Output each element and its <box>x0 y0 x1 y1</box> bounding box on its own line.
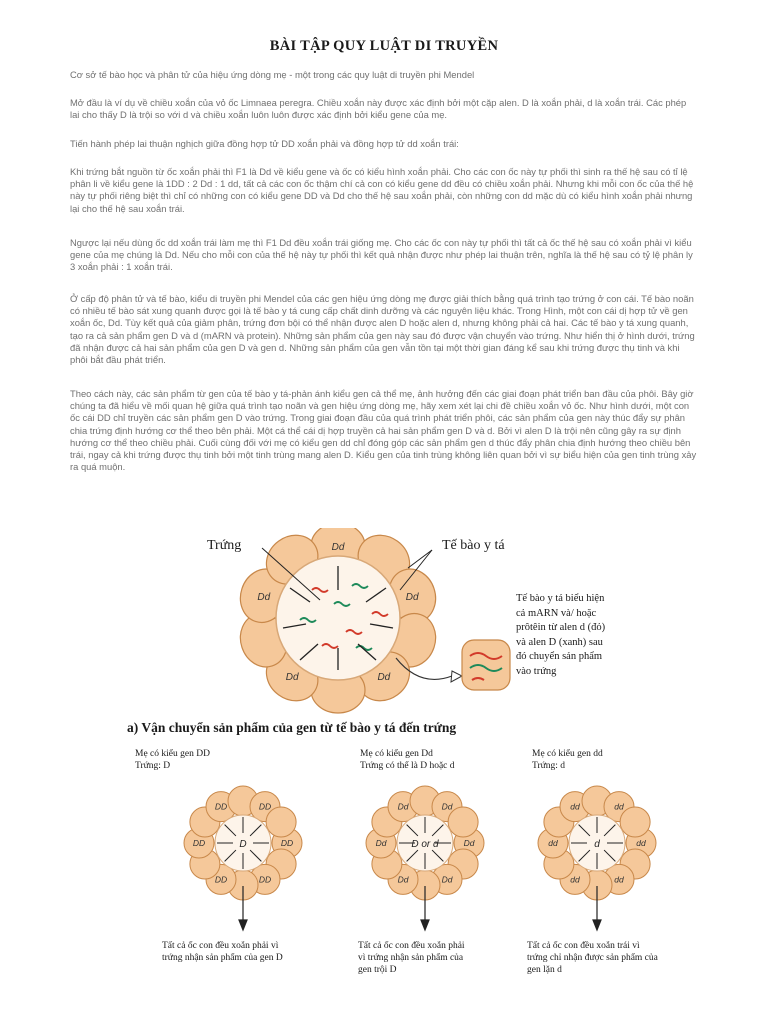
genotype-panels <box>184 786 656 900</box>
nurse-genotype-label: Dd <box>405 591 419 603</box>
egg-allele-label: D or d <box>411 839 439 850</box>
label-nurse-cell: Tế bào y tá <box>442 538 505 553</box>
egg-allele-label: D <box>239 839 247 850</box>
small-genotype-label: dd <box>548 838 558 848</box>
small-genotype-label: Dd <box>397 874 409 885</box>
small-genotype-label: dd <box>570 874 580 885</box>
nurse-genotype-label: Dd <box>331 542 345 553</box>
paragraph-right-coil-cross: Khi trứng bắt nguồn từ ốc xoắn phải thì F1 là Dd về kiểu gene và ốc có kiểu hình xoắn phải. Cho các con ốc này tự phối thì sinh ra thế hệ sau có tỉ lệ phân li về kiểu gene là 1DD : 2 Dd : 1 dd, tất cả các con ốc thậm chí cả con có kiểu gene dd đều có chiều xoắn phải. Nhưng khi mỗi con ốc của thế hệ này tự phối riêng biệt thì chỉ có những con có kiểu gene DD và Dd cho thế hệ sau xoắn phải, còn những con dd mặc dù có kiểu hình xoắn phải nhưng lại cho thế hệ sau xoắn trái. <box>70 166 694 214</box>
page-title: BÀI TẬP QUY LUẬT DI TRUYỀN <box>269 38 499 54</box>
paragraph-molecular-basis: Ở cấp độ phân tử và tế bào, kiểu di truyền phi Mendel của các gen hiệu ứng dòng mẹ được giải thích bằng quá trình tạo trứng ở con cái. Tế bào noãn có nhiều tế bào sát xung quanh được gọi là tế bào y tá cung cấp chất dinh dưỡng và các nguyên liệu khác. Trong Hình, một con cái dị hợp tử về gen xoắn ốc, Dd. Tùy kết quả của giảm phân, trứng đơn bội có thể nhận được alen D hoặc alen d, nhưng không phải cả hai. Các tế bào y tá xung quanh, tạo ra cả sản phẩm gen D và d (mARN và protein). Những sản phẩm của gen này sau đó được vận chuyển vào trứng. Như hiển thị ở hình dưới, trứng đã nhận được cả hai sản phẩm của gen D và gen d. Những sản phẩm của gen vẫn tồn tại một thời gian đáng kể sau khi trứng được thụ tinh và khi phôi bắt đầu phát triển. <box>70 293 695 366</box>
paragraph-intro: Cơ sở tế bào học và phân tử của hiệu ứng dòng mẹ - một trong các quy luật di truyền phi Mendel <box>70 69 475 80</box>
small-nurse-cell <box>448 807 478 837</box>
small-genotype-label: DD <box>280 838 294 848</box>
paragraph-reciprocal-cross: Tiến hành phép lai thuận nghịch giữa đồng hợp tử DD xoắn phải và đồng hợp tử dd xoắn trái: <box>70 138 459 149</box>
small-genotype-label: DD <box>214 801 228 812</box>
panel-dd-het-header: Mẹ có kiểu gen Dd Trứng có thể là D hoặc d <box>360 749 455 771</box>
panel-dd-het-result: Tất cả ốc con đều xoắn phải vì trứng nhận sản phẩm của gen trội D <box>358 941 465 975</box>
small-genotype-label: Dd <box>397 801 409 812</box>
small-genotype-label: Dd <box>441 874 453 885</box>
label-egg: Trứng <box>207 538 242 553</box>
small-genotype-label: DD <box>192 838 206 848</box>
small-genotype-label: dd <box>636 838 646 848</box>
small-nurse-cell <box>266 807 296 837</box>
small-genotype-label: DD <box>214 874 228 885</box>
paragraph-conclusion: Theo cách này, các sản phẩm từ gen của tế bào y tá-phản ánh kiểu gen cả thể mẹ, ảnh hưởng đến các giai đoạn phát triển ban đầu của phôi. Bây giờ chúng ta đã hiểu về mối quan hệ giữa quá trình tạo noãn và gen hiệu ứng dòng mẹ, hãy xem xét lại chi đề chiều xoắn vỏ ốc. Như hình dưới, một con ốc cái DD chỉ truyền các sản phẩm gen D vào trứng. Trong giai đoạn đầu của quá trình phát triển phôi, các sản phẩm của gen này thúc đẩy sự phân chia trứng định hướng cơ thể theo bên phải. Một cá thể cái dị hợp truyền cả hai sản phẩm gen D và d. Bởi vì alen D là trội nên cũng gây ra sự định hướng cơ thể theo chiều phải. Cuối cùng đối với mẹ có kiểu gen dd chỉ đóng góp các sản phẩm gen d thúc đẩy phân chia định hướng theo chiều bên trái, ngay cả khi trứng được thụ tinh bởi một tinh trùng mang alen D. Kiểu gen của tinh trùng không liên quan bởi vì sự biểu hiện của gen tinh trùng xảy ra quá muộn. <box>70 388 697 473</box>
nurse-genotype-label: Dd <box>257 591 271 603</box>
paragraph-left-coil-cross: Ngược lại nếu dùng ốc dd xoắn trái làm mẹ thì F1 Dd đều xoắn trái giống mẹ. Cho các ốc con này tự phối thì tất cả ốc thế hệ sau có xoắn phải vì kiểu gene của mẹ chúng là Dd. Nếu cho mỗi con của thế hệ này tự phối thì kết quả nhận được như phép lai thuận trên, nghĩa là thế hệ sau có tỷ lệ phân ly 3 xoắn phải : 1 xoắn trái. <box>70 237 693 273</box>
small-genotype-label: DD <box>258 874 272 885</box>
genotype-panel-3 <box>538 786 656 900</box>
side-note: Tế bào y tá biểu hiện cả mARN và/ hoặc prôtêin từ alen d (đỏ) và alen D (xanh) sau đó chuyển sản phẩm vào trứng <box>516 593 606 677</box>
small-genotype-label: Dd <box>463 838 475 848</box>
paragraph-example: Mở đầu là ví dụ về chiều xoắn của vỏ ốc Limnaea peregra. Chiều xoắn này được xác định bởi một cặp alen. D là xoắn phải, d là xoắn trái. Các phép lai cho thấy D là trội so với d và chiều xoắn luôn luôn được xác định bởi kiểu gene của mẹ. <box>70 97 687 121</box>
egg-allele-label: d <box>594 839 600 850</box>
small-genotype-label: Dd <box>441 801 453 812</box>
figure-caption: a) Vận chuyển sản phẩm của gen từ tế bào y tá đến trứng <box>127 720 457 735</box>
zoomed-nurse-cell <box>462 640 510 690</box>
nurse-genotype-label: Dd <box>285 672 299 684</box>
small-genotype-label: dd <box>614 874 624 885</box>
panel-dd-rec-result: Tất cả ốc con đều xoắn trái vì trứng chỉ nhận được sản phẩm của gen lặn d <box>527 941 658 975</box>
panel-dd-header: Mẹ có kiểu gen DD Trứng: D <box>135 749 210 771</box>
small-genotype-label: DD <box>258 801 272 812</box>
panel-dd-rec-header: Mẹ có kiểu gen dd Trứng: d <box>532 749 603 771</box>
small-nurse-cell <box>620 807 650 837</box>
small-genotype-label: Dd <box>375 838 387 848</box>
maternal-effect-figure <box>0 528 768 1024</box>
small-genotype-label: dd <box>570 801 580 812</box>
small-genotype-label: dd <box>614 801 624 812</box>
genotype-panel-1 <box>184 786 302 900</box>
nurse-genotype-label: Dd <box>377 672 391 684</box>
genotype-panel-2 <box>366 786 484 900</box>
panel-dd-result: Tất cả ốc con đều xoắn phải vì trứng nhận sản phẩm của gen D <box>162 941 283 963</box>
